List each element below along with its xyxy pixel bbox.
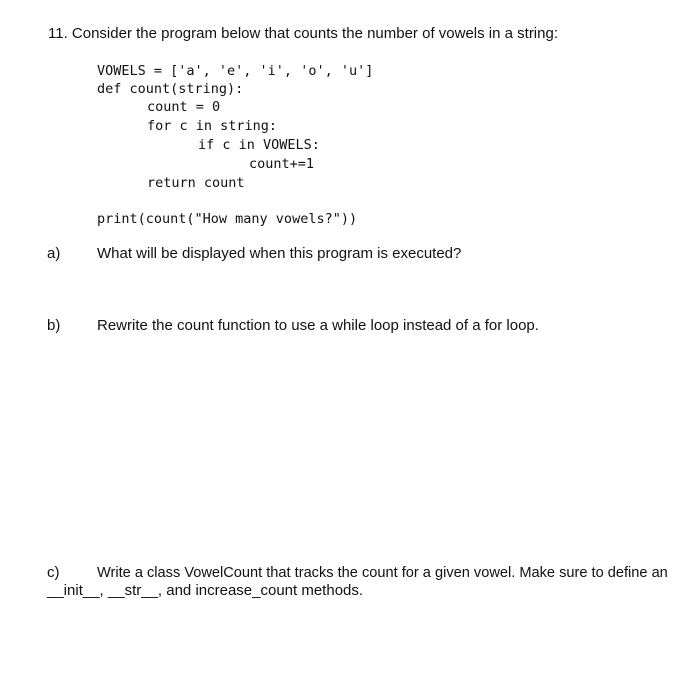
code-line-for: for c in string: [147,118,278,134]
code-line-count-init: count = 0 [147,99,221,115]
part-a-text: What will be displayed when this program is executed? [97,245,462,262]
part-b-label: b) [47,317,61,334]
part-c-label: c) [47,564,60,581]
code-line-return: return count [147,175,245,191]
question-header: 11. Consider the program below that counts the number of vowels in a string: [48,25,558,42]
code-line-increment: count+=1 [249,156,315,172]
code-line-def: def count(string): [97,81,244,97]
part-a-label: a) [47,245,61,262]
code-line-vowels: VOWELS = ['a', 'e', 'i', 'o', 'u'] [97,63,374,79]
part-b-text: Rewrite the count function to use a while loop instead of a for loop. [97,317,539,334]
code-line-if: if c in VOWELS: [198,137,320,153]
part-c-text-line1: Write a class VowelCount that tracks the count for a given vowel. Make sure to define an [97,565,668,581]
part-c-text-line2: __init__, __str__, and increase_count methods. [47,582,364,599]
code-line-print: print(count("How many vowels?")) [97,211,358,227]
